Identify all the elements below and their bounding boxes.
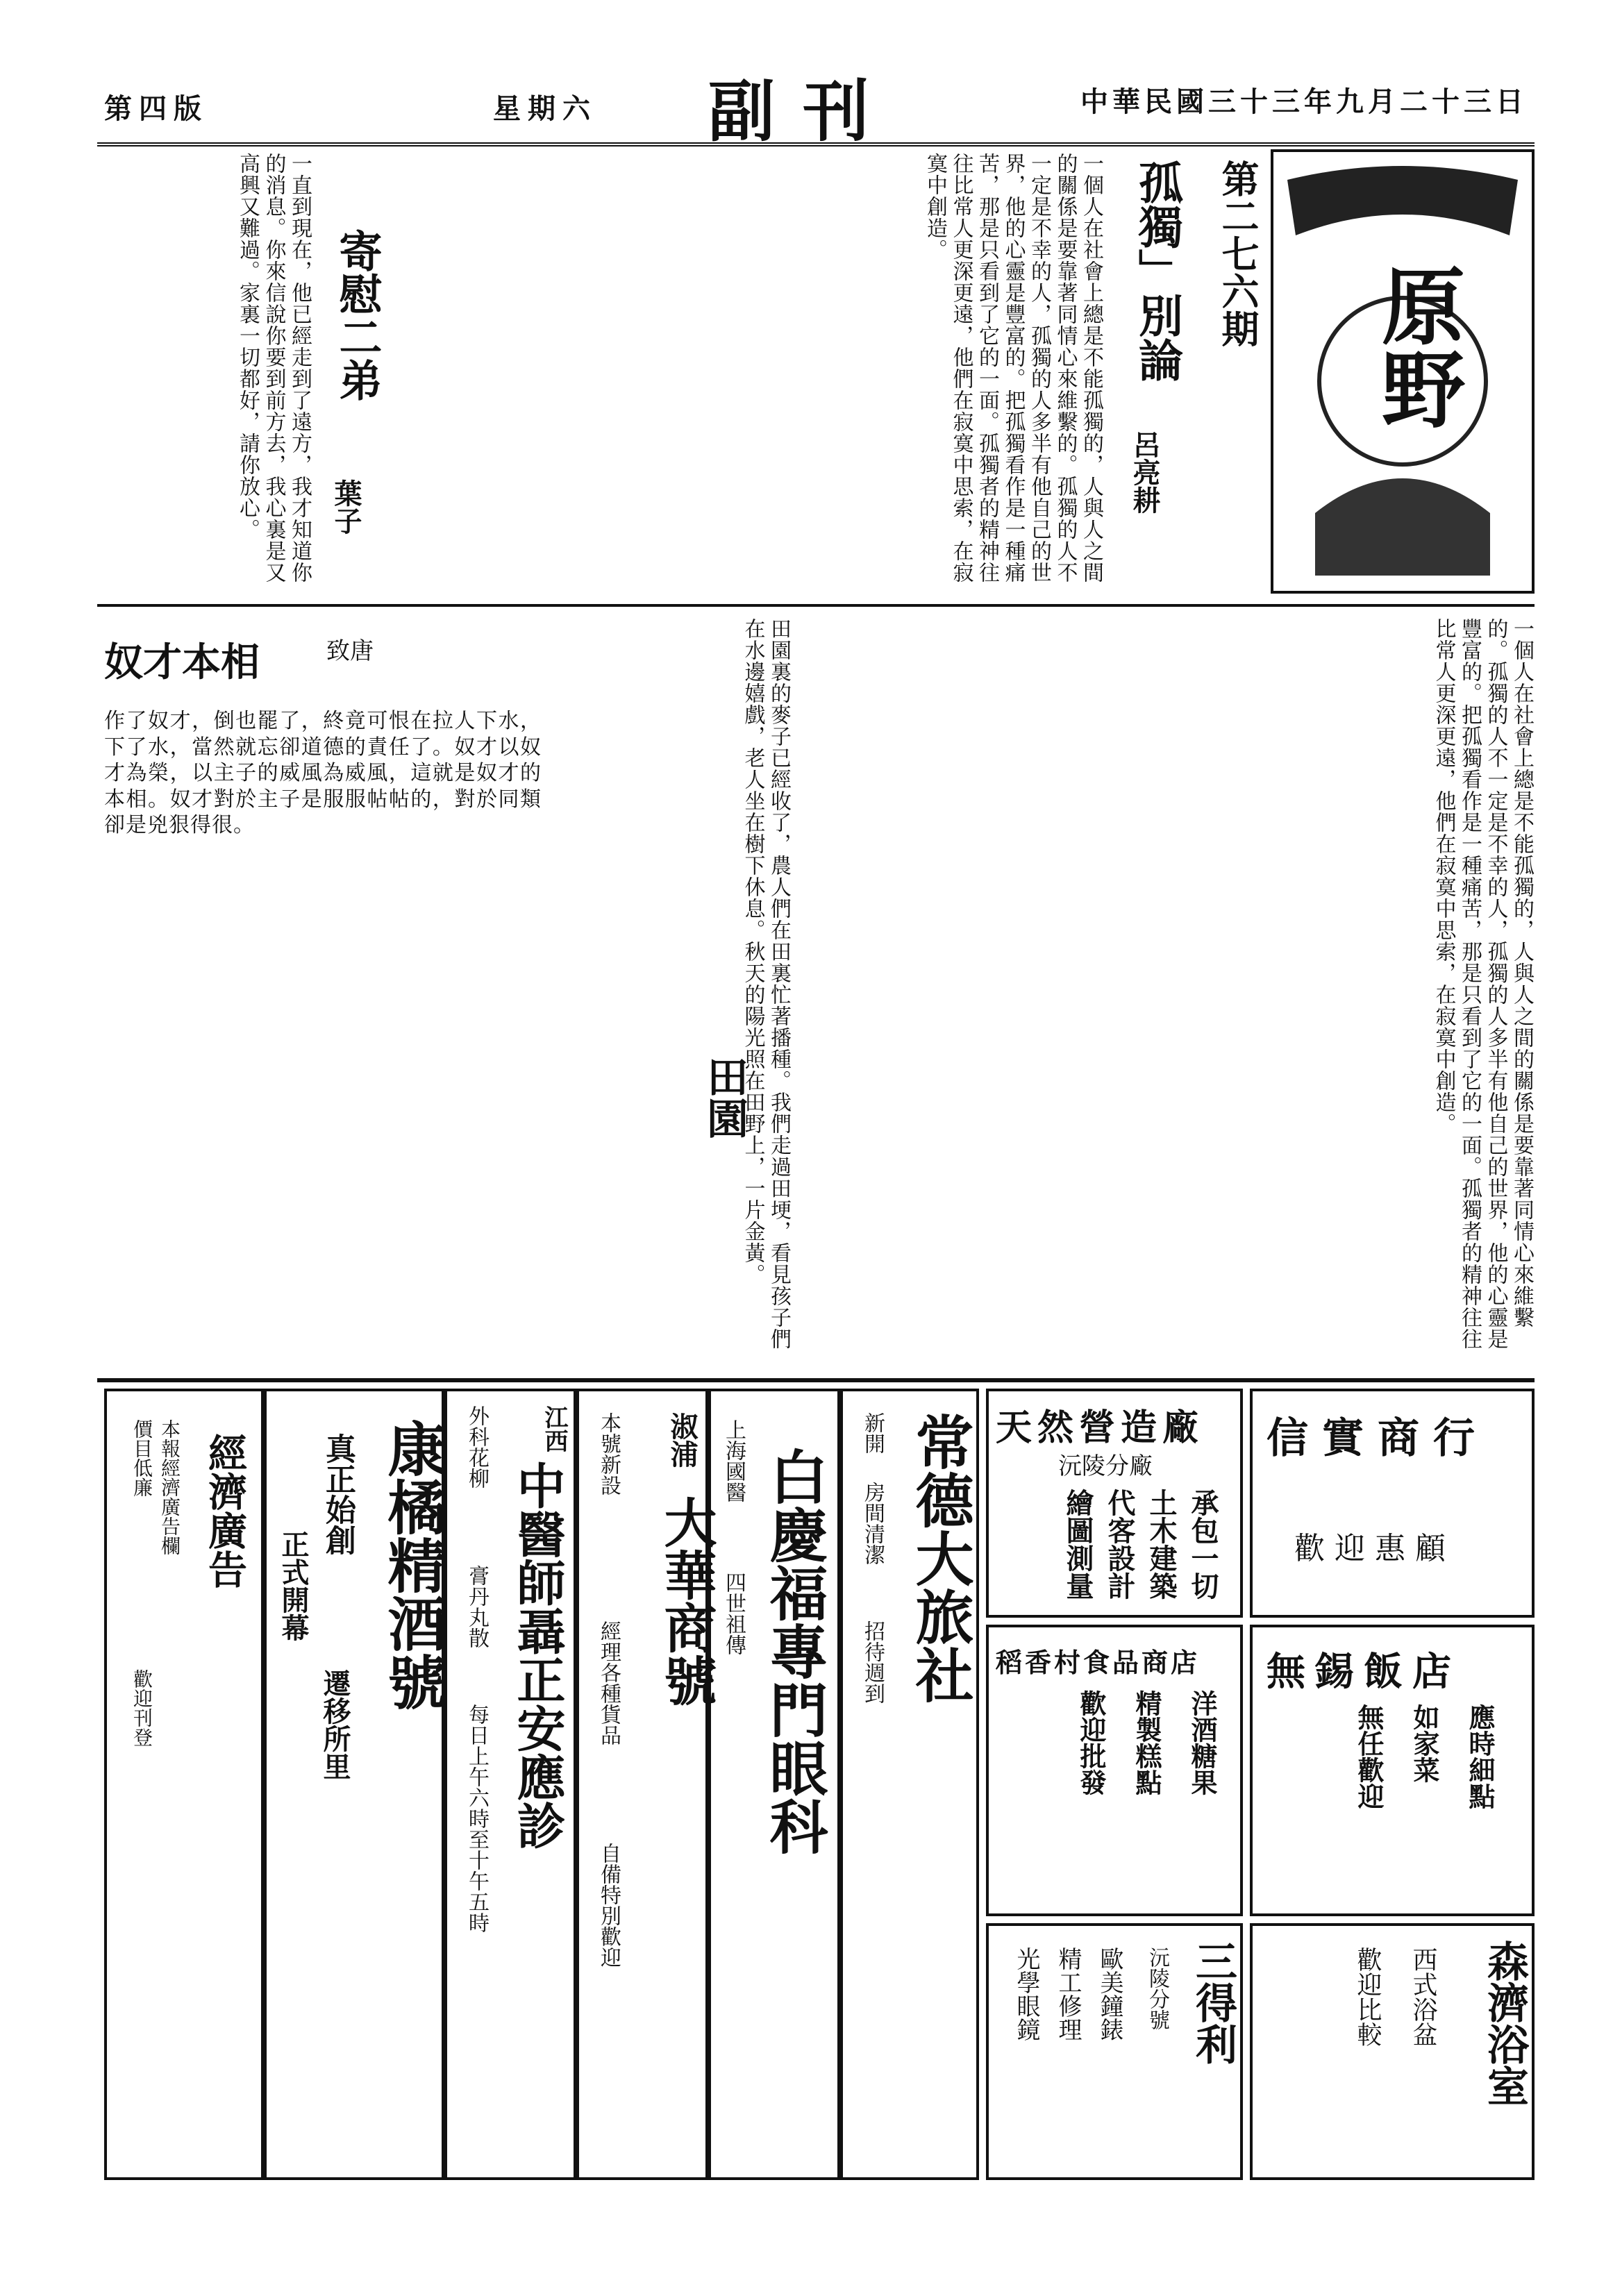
ad-guixiang-item-2: 歡迎批發: [1076, 1690, 1107, 1795]
ad-zhongyi-item-2: 每日上午六時至十午五時: [465, 1704, 489, 1933]
ad-wuxi: [1250, 1625, 1535, 1916]
ad-senxiang-title: 森濟浴室: [1480, 1940, 1529, 2106]
ad-guixiang-title: 稻香村食品商店: [996, 1647, 1201, 1678]
section-rule-2: [97, 1378, 1535, 1382]
ad-tianran-item-3: 繪圖測量: [1062, 1489, 1094, 1600]
ad-dahua-sub: 淑浦: [666, 1412, 699, 1468]
ad-kangju-title: 康橘精酒號: [378, 1419, 447, 1711]
ad-jingji-title: 經濟廣告: [202, 1433, 248, 1589]
ad-zhongyi: [444, 1389, 576, 2180]
ad-sande-item-2: 光學眼鏡: [1012, 1947, 1040, 2041]
page-number: 第四版: [104, 92, 208, 125]
ad-tianran-title: 天然營造廠: [996, 1407, 1205, 1449]
ad-changde-title: 常德大旅社: [906, 1412, 975, 1704]
ad-changde-item-2: 招待週到: [860, 1620, 885, 1704]
publication-date: 中華民國三十三年九月二十三日: [1080, 85, 1528, 118]
ad-sande-item-0: 歐美鐘錶: [1096, 1947, 1123, 2041]
loneliness-author: 呂亮耕: [1128, 430, 1161, 514]
issue-number: 第二七六期: [1216, 160, 1260, 347]
ad-dahua-item-2: 自備特別歡迎: [596, 1843, 621, 1968]
ad-xinshi-title: 信實商行: [1266, 1414, 1489, 1463]
ad-changde-item-1: 房間清潔: [860, 1482, 885, 1565]
ad-tianran: [986, 1389, 1243, 1618]
ad-kangju-item-0: 真正始創: [320, 1433, 356, 1555]
masthead-rule: [97, 142, 1535, 146]
supplement-header: [1271, 149, 1535, 594]
ad-xinshi: [1250, 1389, 1535, 1618]
ad-dahua-item-0: 本號新設: [596, 1412, 621, 1495]
slave-author: 致唐: [326, 637, 374, 665]
ad-jingji-item-0: 本報經濟廣告欄: [158, 1419, 181, 1555]
ad-wuxi-item-2: 無任歡迎: [1353, 1704, 1385, 1809]
ad-tianran-item-2: 代客設計: [1103, 1489, 1136, 1600]
ad-zhongyi-title: 中醫師聶正安應診: [509, 1461, 567, 1850]
ad-tianran-sub: 沅陵分廠: [1058, 1452, 1153, 1480]
ad-baiqing-item-0: 四世祖傳: [721, 1572, 746, 1655]
ad-jingji-item-1: 價目低廉: [131, 1419, 153, 1497]
ad-zhongyi-item-0: 外科花柳: [465, 1405, 489, 1489]
ad-wuxi-item-0: 應時細點: [1464, 1704, 1496, 1809]
ad-sande: [986, 1923, 1243, 2180]
ad-changde-item-0: 新開: [860, 1412, 885, 1454]
ad-wuxi-item-1: 如家菜: [1409, 1704, 1440, 1783]
ad-kangju-item-1: 遷移所里: [319, 1669, 351, 1780]
letter-author: 葉子: [330, 479, 362, 535]
ad-guixiang: [986, 1625, 1243, 1916]
ad-jingji: [104, 1389, 264, 2180]
field-title: 田園: [700, 1055, 749, 1139]
ad-zhongyi-item-1: 膏丹丸散: [465, 1565, 489, 1648]
ad-dahua-item-1: 經理各種貨品: [596, 1620, 621, 1745]
loneliness-title: 孤獨」別論: [1131, 160, 1183, 382]
section-rule-1: [97, 604, 1535, 607]
ad-jingji-item-2: 歡迎刊登: [131, 1669, 153, 1747]
ad-baiqing: [708, 1389, 840, 2180]
ad-dahua-title: 大華商號: [655, 1495, 717, 1707]
ad-sande-title: 三得利: [1189, 1940, 1237, 2065]
ad-senxiang-item-1: 歡迎比較: [1353, 1947, 1382, 2047]
ad-dahua: [576, 1389, 717, 2180]
masthead: [104, 59, 1528, 151]
ad-senxiang-item-0: 西式浴盆: [1409, 1947, 1437, 2047]
weekday: 星期六: [493, 92, 597, 125]
ad-tianran-item-1: 土木建築: [1145, 1489, 1178, 1600]
ad-sande-sub: 沅陵分號: [1145, 1947, 1169, 2030]
letter-body: 一直到現在，他已經走到了遠方，我才知道你的消息。你來信說你要到前方去，我心裏是又高興又難過。家裏一切都好，請你放心。: [235, 153, 312, 583]
slave-title: 奴才本相: [104, 639, 260, 685]
ad-kangju: [264, 1389, 447, 2180]
loneliness-body: 一個人在社會上總是不能孤獨的，人與人之間的關係是要靠著同情心來維繫的。孤獨的人不一定是不幸的人，孤獨的人多半有他自己的世界，他的心靈是豐富的。把孤獨看作是一種痛苦，那是只看到了它的一面。孤獨者的精神往往比常人更深更遠，他們在寂寞中思索，在寂寞中創造。: [923, 153, 1103, 583]
field-body: 田園裏的麥子已經收了，農人們在田裏忙著播種。我們走過田埂，看見孩子們在水邊嬉戲，老人坐在樹下休息。秋天的陽光照在田野上，一片金黃。: [740, 618, 791, 1350]
letter-title: 寄慰二弟: [332, 229, 383, 401]
ad-sande-item-1: 精工修理: [1054, 1947, 1082, 2041]
ad-wuxi-title: 無錫飯店: [1266, 1649, 1461, 1695]
ad-changde: [840, 1389, 979, 2180]
ad-kangju-item-2: 正式開幕: [277, 1530, 310, 1641]
ad-baiqing-sub: 上海國醫: [721, 1419, 746, 1502]
ad-tianran-item-0: 承包一切: [1187, 1489, 1219, 1600]
ad-guixiang-item-0: 洋酒糖果: [1187, 1690, 1218, 1795]
ad-zhongyi-sub: 江西: [540, 1405, 568, 1452]
ad-guixiang-item-1: 精製糕點: [1131, 1690, 1162, 1795]
paper-title: 副刊: [708, 72, 897, 151]
slave-body: 作了奴才，倒也罷了，終竟可恨在拉人下水，下了水，當然就忘卻道德的責任了。奴才以奴才為榮，以主子的威風為威風，這就是奴才的本相。奴才對於主子是服服帖帖的，對於同類卻是兇狠得很。: [104, 709, 542, 837]
continued-article-body: 一個人在社會上總是不能孤獨的，人與人之間的關係是要靠著同情心來維繫的。孤獨的人不一定是不幸的人，孤獨的人多半有他自己的世界，他的心靈是豐富的。把孤獨看作是一種痛苦，那是只看到了它的一面。孤獨者的精神往往比常人更深更遠，他們在寂寞中思索，在寂寞中創造。: [1431, 618, 1534, 1350]
supplement-name: 原野: [1368, 263, 1466, 430]
ad-xinshi-slogan: 歡迎惠顧: [1294, 1531, 1455, 1566]
ad-baiqing-title: 白慶福專門眼科: [760, 1447, 829, 1855]
ad-senxiang: [1250, 1923, 1535, 2180]
